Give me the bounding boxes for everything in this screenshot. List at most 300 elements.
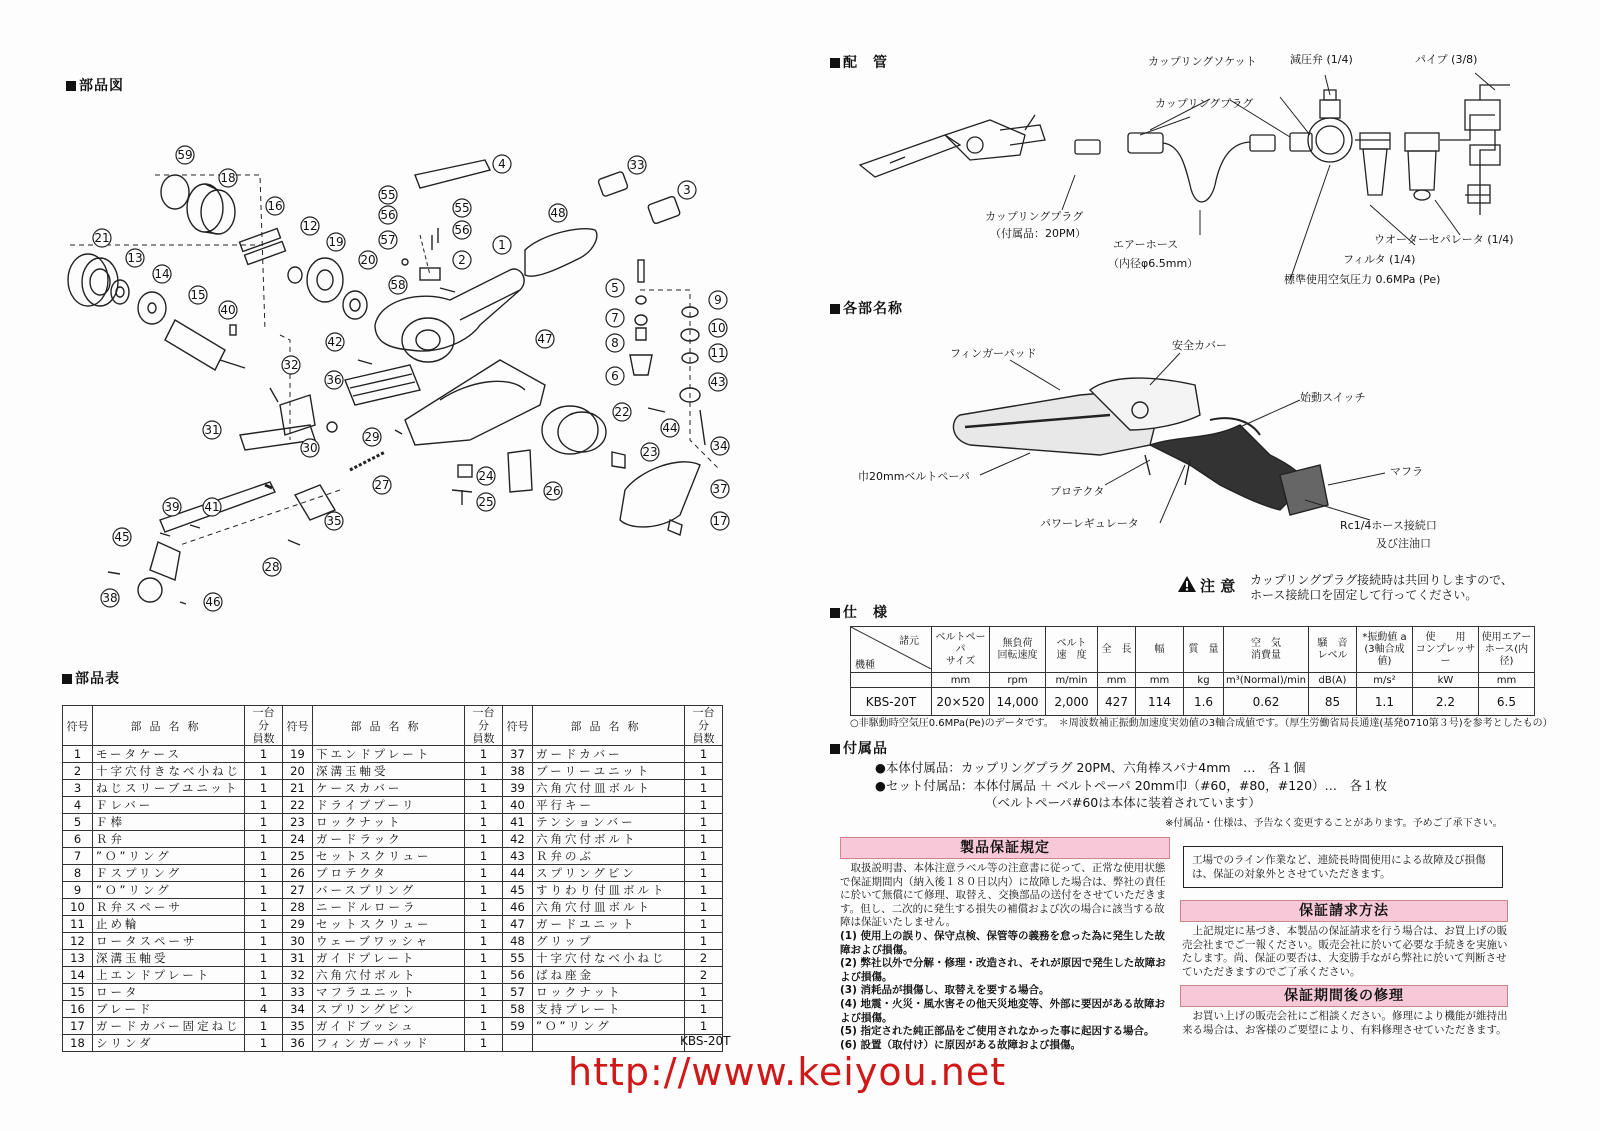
part-qty: 1: [245, 916, 283, 933]
piping-title: 配 管: [830, 52, 888, 72]
part-name: 上エンドプレート: [93, 967, 245, 984]
part-name: ドライブプーリ: [313, 797, 465, 814]
part-name: Ｒ弁: [93, 831, 245, 848]
part-qty: 1: [245, 967, 283, 984]
svg-text:カップリングプラグ: カップリングプラグ: [1155, 97, 1254, 110]
part-qty: 1: [465, 899, 503, 916]
part-no: 37: [503, 746, 533, 763]
svg-text:5: 5: [611, 281, 619, 295]
svg-text:Rc1/4ホース接続口: Rc1/4ホース接続口: [1340, 519, 1437, 532]
svg-text:パワーレギュレータ: パワーレギュレータ: [1040, 517, 1139, 530]
part-name: ロックナット: [313, 814, 465, 831]
part-no: 42: [503, 831, 533, 848]
part-name: ねじスリーブユニット: [93, 780, 245, 797]
spec-unit: kg: [1184, 673, 1224, 688]
col-header-qty: 一台分 員数: [685, 706, 723, 746]
spec-header: *振動値 a (3軸合成値): [1356, 627, 1412, 673]
part-no: 16: [63, 1001, 93, 1018]
part-name: ロックナット: [533, 984, 685, 1001]
part-qty: 1: [245, 1035, 283, 1052]
svg-text:40: 40: [220, 303, 236, 317]
after-warranty-title: 保証期間後の修理: [1180, 985, 1508, 1007]
part-no: 12: [63, 933, 93, 950]
accessory-line-2: ●セット付属品：本体付属品 ＋ ベルトペーパ 20mm巾（#60，#80，#120）… 各１枚: [875, 778, 1388, 793]
part-no: 23: [283, 814, 313, 831]
spec-header: ベルト 速 度: [1046, 627, 1098, 673]
part-qty: 1: [685, 933, 723, 950]
svg-text:カップリングプラグ: カップリングプラグ: [985, 210, 1084, 223]
part-no: 13: [63, 950, 93, 967]
table-row: [63, 848, 723, 865]
spec-unit: m/s²: [1356, 673, 1412, 688]
svg-text:36: 36: [326, 373, 342, 387]
accessories-title: 付属品: [830, 738, 888, 758]
spec-unit: kW: [1412, 673, 1478, 688]
part-name: ”Ｏ”リング: [93, 882, 245, 899]
part-no: 20: [283, 763, 313, 780]
svg-text:33: 33: [629, 158, 645, 172]
part-qty: 1: [685, 831, 723, 848]
svg-text:19: 19: [328, 235, 344, 249]
part-name: ロータスペーサ: [93, 933, 245, 950]
svg-text:16: 16: [267, 199, 283, 213]
part-no: 39: [503, 780, 533, 797]
spec-value: 1.1: [1356, 688, 1412, 716]
col-header-no: 符号: [283, 706, 313, 746]
part-qty: 1: [685, 984, 723, 1001]
svg-text:56: 56: [454, 223, 470, 237]
svg-text:55: 55: [380, 188, 396, 202]
part-qty: 1: [465, 933, 503, 950]
claim-title: 保証請求方法: [1180, 900, 1508, 922]
spec-table: [850, 626, 1535, 716]
part-no: 4: [63, 797, 93, 814]
table-row: [63, 1001, 723, 1018]
svg-text:17: 17: [712, 514, 728, 528]
spec-unit: mm: [932, 673, 990, 688]
part-name: 下エンドプレート: [313, 746, 465, 763]
part-name: Ｆレバー: [93, 797, 245, 814]
part-name: マフラユニット: [313, 984, 465, 1001]
part-qty: 1: [465, 746, 503, 763]
part-qty: 1: [465, 882, 503, 899]
svg-text:及び注油口: 及び注油口: [1376, 537, 1431, 550]
part-no: 47: [503, 916, 533, 933]
part-name: [533, 1035, 685, 1052]
svg-text:48: 48: [550, 206, 566, 220]
part-no: 40: [503, 797, 533, 814]
part-qty: 1: [685, 899, 723, 916]
spec-value: 6.5: [1478, 688, 1534, 716]
part-qty: 4: [245, 1001, 283, 1018]
svg-text:47: 47: [537, 332, 553, 346]
part-name: フィンガーパッド: [313, 1035, 465, 1052]
part-qty: 1: [685, 865, 723, 882]
part-name: ガイドプレート: [313, 950, 465, 967]
part-name: スプリングピン: [533, 865, 685, 882]
table-row: [63, 1018, 723, 1035]
part-name: ”Ｏ”リング: [93, 848, 245, 865]
part-qty: 1: [245, 831, 283, 848]
part-qty: 1: [245, 882, 283, 899]
spec-note: ○非駆動時空気圧0.6MPa(Pe)のデータです。 ＊周波数補正振動加速度実効値の3軸合成値です。（厚生労働省局長通達(基発0710第３号)を参考としたもの）: [850, 718, 1553, 729]
part-qty: 1: [685, 797, 723, 814]
part-name: 深溝玉軸受: [313, 763, 465, 780]
part-name: スプリングピン: [313, 1001, 465, 1018]
part-qty: 1: [685, 814, 723, 831]
part-name: ばね座金: [533, 967, 685, 984]
exploded-parts-diagram: [40, 140, 760, 620]
spec-unit: m³(Normal)/min: [1224, 673, 1309, 688]
part-no: 14: [63, 967, 93, 984]
part-no: 33: [283, 984, 313, 1001]
spec-unit: mm: [1098, 673, 1136, 688]
svg-text:29: 29: [364, 430, 380, 444]
part-qty: 1: [245, 848, 283, 865]
part-qty: 1: [465, 916, 503, 933]
caution-text: カップリングプラグ接続時は共回りしますので、 ホース接続口を固定して行ってください。: [1250, 573, 1513, 602]
part-qty: 1: [685, 1001, 723, 1018]
part-qty: 1: [465, 1035, 503, 1052]
part-qty: 1: [465, 1018, 503, 1035]
part-name: ニードルローラ: [313, 899, 465, 916]
table-row: [63, 1035, 723, 1052]
svg-text:15: 15: [190, 288, 206, 302]
table-row: [63, 763, 723, 780]
spec-header: 使用エアー ホース(内径): [1478, 627, 1534, 673]
part-qty: 1: [685, 746, 723, 763]
svg-text:56: 56: [380, 208, 396, 222]
svg-text:13: 13: [127, 251, 143, 265]
spec-model: KBS-20T: [851, 688, 932, 716]
part-name: 止め輪: [93, 916, 245, 933]
table-row: [63, 865, 723, 882]
svg-text:58: 58: [390, 278, 406, 292]
spec-value: 85: [1308, 688, 1356, 716]
part-names-title: 各部名称: [830, 298, 903, 318]
svg-text:20: 20: [360, 253, 376, 267]
svg-text:標準使用空気圧力 0.6MPa (Pe): 標準使用空気圧力 0.6MPa (Pe): [1284, 273, 1441, 286]
part-no: 30: [283, 933, 313, 950]
part-no: 59: [503, 1018, 533, 1035]
part-name: バースプリング: [313, 882, 465, 899]
svg-text:11: 11: [710, 346, 726, 360]
svg-text:44: 44: [662, 421, 678, 435]
part-no: 57: [503, 984, 533, 1001]
part-qty: 1: [245, 763, 283, 780]
part-qty: 1: [245, 865, 283, 882]
svg-text:21: 21: [94, 231, 110, 245]
spec-value: 1.6: [1184, 688, 1224, 716]
accessory-line-1: ●本体付属品：カップリングプラグ 20PM、六角棒スパナ4mm … 各１個: [875, 760, 1306, 775]
part-name: 六角穴付ボルト: [533, 831, 685, 848]
svg-text:26: 26: [545, 484, 561, 498]
svg-text:45: 45: [114, 530, 130, 544]
svg-text:カップリングソケット: カップリングソケット: [1148, 55, 1257, 68]
spec-header: 使 用 コンプレッサー: [1412, 627, 1478, 673]
svg-text:7: 7: [611, 311, 619, 325]
col-header-no: 符号: [63, 706, 93, 746]
part-no: 27: [283, 882, 313, 899]
svg-text:（付属品：20PM）: （付属品：20PM）: [990, 227, 1087, 240]
col-header-name: 部品名称: [533, 706, 685, 746]
part-no: 9: [63, 882, 93, 899]
part-qty: 1: [685, 916, 723, 933]
warranty-body: 取扱説明書、本体注意ラベル等の注意書に従って、正常な使用状態で保証期間内（納入後１８０日以内）に故障した場合は、弊社の責任に於いて無償にて修理、取替え、交換部品の送付をさせていただきます。但し、二次的に発生する損失の補償および次の場合に該当する故障は保証いたしません。 (1) 使用上の誤り、保守点検、保管等の義務を怠った為に発生した故障および損傷。 (2) 弊社以外で分解・修理・改造され、それが原因で発生した故障および損傷。 (3) 消耗品が損傷し、取替えを要する場合。 (4) 地震・火災・風水害その他天災地変等、外部に要因がある故障および損傷。 (5) 指定された純正部品をご使用されなかった事に起因する場合。 (6) 設置（取付け）に原因がある故障および損傷。: [840, 862, 1167, 1051]
part-no: 43: [503, 848, 533, 865]
svg-text:25: 25: [478, 495, 494, 509]
parts-diagram-title: 部品図: [66, 75, 124, 95]
part-no: 58: [503, 1001, 533, 1018]
svg-text:減圧弁 (1/4): 減圧弁 (1/4): [1290, 53, 1353, 66]
svg-text:28: 28: [264, 560, 280, 574]
part-name: ”Ｏ”リング: [533, 1018, 685, 1035]
part-qty: 1: [465, 797, 503, 814]
svg-text:3: 3: [683, 183, 691, 197]
spec-value: 14,000: [990, 688, 1046, 716]
svg-text:22: 22: [614, 405, 630, 419]
spec-unit: m/min: [1046, 673, 1098, 688]
spec-header: 全 長: [1098, 627, 1136, 673]
part-name: Ｒ弁スペーサ: [93, 899, 245, 916]
spec-unit: dB(A): [1308, 673, 1356, 688]
part-name: ロータ: [93, 984, 245, 1001]
svg-text:フィルタ (1/4): フィルタ (1/4): [1343, 253, 1416, 266]
part-no: 34: [283, 1001, 313, 1018]
spec-value: 20×520: [932, 688, 990, 716]
part-name: ガードユニット: [533, 916, 685, 933]
piping-diagram: [850, 45, 1550, 295]
part-qty: 2: [685, 950, 723, 967]
table-row: [63, 933, 723, 950]
spec-unit: rpm: [990, 673, 1046, 688]
part-no: 1: [63, 746, 93, 763]
part-no: 5: [63, 814, 93, 831]
accessory-line-3: （ベルトペーパ#60は本体に装着されています）: [985, 795, 1261, 810]
spec-header: 幅: [1136, 627, 1184, 673]
part-name: ガードカバー: [533, 746, 685, 763]
part-qty: 1: [465, 763, 503, 780]
caution-label: 注 意: [1200, 577, 1236, 595]
part-no: 21: [283, 780, 313, 797]
part-name: Ｆスプリング: [93, 865, 245, 882]
part-no: 6: [63, 831, 93, 848]
part-name: 十字穴付なべ小ねじ: [533, 950, 685, 967]
part-qty: 1: [465, 1001, 503, 1018]
specs-title: 仕 様: [830, 602, 888, 622]
part-name: 六角穴付皿ボルト: [533, 899, 685, 916]
svg-text:12: 12: [302, 219, 318, 233]
spec-header: ベルトペーパ サイズ: [932, 627, 990, 673]
svg-text:2: 2: [458, 253, 466, 267]
part-qty: 1: [465, 967, 503, 984]
svg-text:57: 57: [380, 233, 396, 247]
part-no: 18: [63, 1035, 93, 1052]
part-name: ウェーブワッシャ: [313, 933, 465, 950]
part-qty: 1: [685, 1018, 723, 1035]
part-name: グリップ: [533, 933, 685, 950]
claim-text: 上記規定に基づき、本製品の保証請求を行う場合は、お買上げの販売会社までご一報ください。販売会社に於いて必要な手続きを実施いたします。尚、保証の要否は、大変勝手ながら弊社に於いて判断させていただきますのでご了承ください。: [1182, 925, 1508, 978]
part-qty: 1: [465, 780, 503, 797]
spec-value: 2.2: [1412, 688, 1478, 716]
part-qty: 1: [465, 848, 503, 865]
svg-text:41: 41: [204, 500, 220, 514]
part-no: 46: [503, 899, 533, 916]
part-no: 24: [283, 831, 313, 848]
table-row: [63, 916, 723, 933]
part-qty: 1: [245, 984, 283, 1001]
part-no: 3: [63, 780, 93, 797]
website-url[interactable]: http://www.keiyou.net: [568, 1050, 1007, 1094]
part-no: 10: [63, 899, 93, 916]
part-no: 41: [503, 814, 533, 831]
part-names-diagram: [850, 335, 1480, 560]
svg-text:38: 38: [102, 591, 118, 605]
table-row: [63, 797, 723, 814]
parts-list-title: 部品表: [62, 668, 120, 688]
part-name: プロテクタ: [313, 865, 465, 882]
part-no: 29: [283, 916, 313, 933]
svg-text:安全カバー: 安全カバー: [1172, 339, 1227, 352]
svg-text:6: 6: [611, 369, 619, 383]
part-qty: 1: [465, 865, 503, 882]
part-qty: 1: [685, 780, 723, 797]
part-name: プーリーユニット: [533, 763, 685, 780]
table-row: [63, 899, 723, 916]
part-name: ガードラック: [313, 831, 465, 848]
svg-text:8: 8: [611, 336, 619, 350]
spec-header: 騒 音 レベル: [1308, 627, 1356, 673]
part-qty: 1: [245, 1018, 283, 1035]
part-qty: 1: [685, 882, 723, 899]
part-no: 15: [63, 984, 93, 1001]
svg-text:プロテクタ: プロテクタ: [1050, 485, 1105, 498]
table-row: [63, 746, 723, 763]
warranty-title: 製品保証規定: [840, 837, 1170, 859]
part-name: ケースカバー: [313, 780, 465, 797]
spec-value: 2,000: [1046, 688, 1098, 716]
part-no: 31: [283, 950, 313, 967]
svg-text:エアーホース: エアーホース: [1113, 238, 1179, 251]
part-name: Ｆ棒: [93, 814, 245, 831]
svg-text:マフラ: マフラ: [1390, 465, 1423, 478]
part-no: 2: [63, 763, 93, 780]
part-qty: 1: [685, 763, 723, 780]
table-row: [63, 882, 723, 899]
svg-text:4: 4: [498, 157, 506, 171]
part-no: 7: [63, 848, 93, 865]
part-no: 22: [283, 797, 313, 814]
part-name: 十字穴付きなべ小ねじ: [93, 763, 245, 780]
part-qty: 2: [685, 967, 723, 984]
svg-text:14: 14: [154, 267, 170, 281]
table-row: [63, 984, 723, 1001]
part-no: 19: [283, 746, 313, 763]
svg-text:9: 9: [714, 293, 722, 307]
part-no: 17: [63, 1018, 93, 1035]
part-no: 38: [503, 763, 533, 780]
part-no: 45: [503, 882, 533, 899]
part-qty: 1: [245, 814, 283, 831]
col-header-qty: 一台分 員数: [465, 706, 503, 746]
col-header-no: 符号: [503, 706, 533, 746]
part-qty: 1: [245, 899, 283, 916]
part-no: [503, 1035, 533, 1052]
svg-text:1: 1: [498, 238, 506, 252]
table-row: [63, 780, 723, 797]
part-qty: 1: [465, 831, 503, 848]
svg-text:27: 27: [374, 478, 390, 492]
part-qty: 1: [465, 950, 503, 967]
svg-text:30: 30: [302, 441, 318, 455]
part-no: 48: [503, 933, 533, 950]
svg-text:55: 55: [454, 201, 470, 215]
svg-text:35: 35: [326, 514, 342, 528]
col-header-qty: 一台分 員数: [245, 706, 283, 746]
part-name: 六角穴付皿ボルト: [533, 780, 685, 797]
col-header-name: 部品名称: [313, 706, 465, 746]
part-no: 56: [503, 967, 533, 984]
col-header-name: 部品名称: [93, 706, 245, 746]
svg-text:24: 24: [478, 469, 494, 483]
part-name: モータケース: [93, 746, 245, 763]
svg-text:フィンガーパッド: フィンガーパッド: [950, 347, 1037, 360]
svg-text:43: 43: [710, 375, 726, 389]
svg-text:32: 32: [283, 358, 299, 372]
part-name: シリンダ: [93, 1035, 245, 1052]
after-warranty-text: お買い上げの販売会社にご相談ください。修理により機能が維持出来る場合は、お客様のご要望により、有料修理させていただきます。: [1182, 1010, 1508, 1036]
part-no: 8: [63, 865, 93, 882]
part-no: 32: [283, 967, 313, 984]
part-no: 26: [283, 865, 313, 882]
part-name: 六角穴付ボルト: [313, 967, 465, 984]
part-no: 28: [283, 899, 313, 916]
part-name: 支持プレート: [533, 1001, 685, 1018]
svg-text:18: 18: [220, 171, 236, 185]
part-name: ブレード: [93, 1001, 245, 1018]
svg-text:10: 10: [710, 321, 726, 335]
table-row: [63, 950, 723, 967]
spec-header: 質 量: [1184, 627, 1224, 673]
part-no: 11: [63, 916, 93, 933]
part-qty: 1: [465, 814, 503, 831]
svg-text:23: 23: [642, 445, 658, 459]
svg-text:パイプ (3/8): パイプ (3/8): [1415, 53, 1478, 66]
svg-text:42: 42: [327, 335, 343, 349]
svg-text:ウオーターセパレータ (1/4): ウオーターセパレータ (1/4): [1374, 233, 1514, 246]
spec-header: 無負荷 回転速度: [990, 627, 1046, 673]
part-qty: 1: [245, 780, 283, 797]
table-row: [63, 831, 723, 848]
table-row: [63, 967, 723, 984]
svg-text:37: 37: [712, 482, 728, 496]
warranty-exclusion-box: 工場でのライン作業など、連続長時間使用による故障及び損傷は、保証の対象外とさせていただきます。: [1183, 846, 1503, 888]
spec-unit: mm: [1478, 673, 1534, 688]
spec-value: 0.62: [1224, 688, 1309, 716]
model-code: KBS-20T: [680, 1034, 731, 1048]
part-name: 平行キー: [533, 797, 685, 814]
svg-text:46: 46: [205, 595, 221, 609]
svg-text:（内径φ6.5mm）: （内径φ6.5mm）: [1108, 257, 1199, 270]
svg-text:34: 34: [712, 439, 728, 453]
spec-value: 114: [1136, 688, 1184, 716]
part-qty: 1: [465, 984, 503, 1001]
accessory-notice: ※付属品・仕様は、予告なく変更することがあります。予めご了承下さい。: [1165, 818, 1503, 829]
part-qty: 1: [685, 848, 723, 865]
part-name: すりわり付皿ボルト: [533, 882, 685, 899]
part-qty: 1: [245, 746, 283, 763]
spec-value: 427: [1098, 688, 1136, 716]
